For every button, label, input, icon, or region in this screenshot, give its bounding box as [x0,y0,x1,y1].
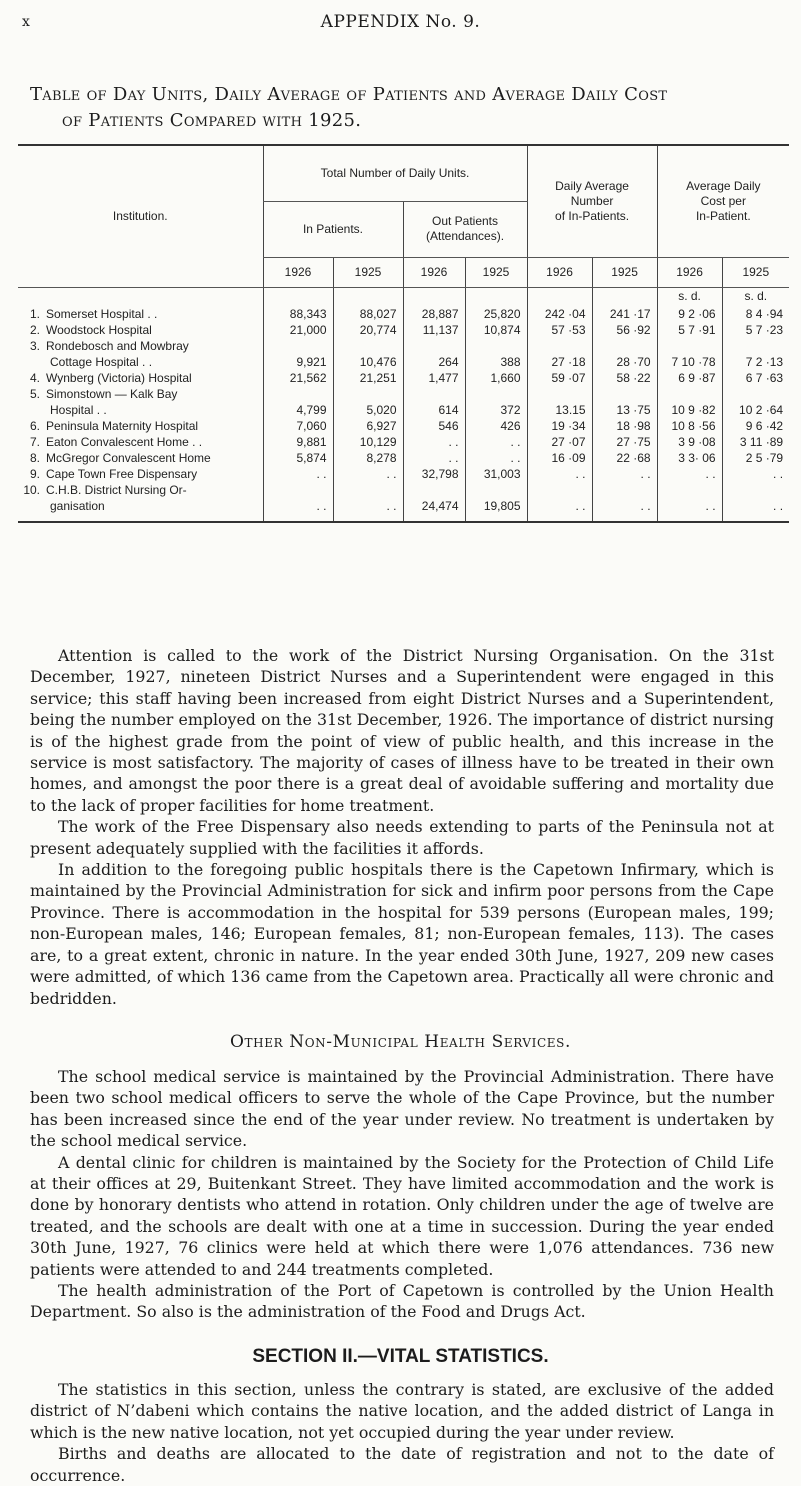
institution-cell [18,338,263,370]
value-cell: . . [722,482,789,514]
institution-name: Eaton Convalescent Home . . [46,434,203,449]
paragraph: The health administration of the Port of Capetown is controlled by the Union Health Department. So also is the administration of the Food and Drugs Act. [30,1281,774,1322]
row-number: 3. [29,338,40,353]
value-cell: 2 5 ·79 [722,450,789,466]
institution-name: Rondebosch and Mowbray [46,338,189,353]
value-cell: 5 7 ·23 [722,322,789,338]
body-text-2 [30,1066,774,1323]
value-cell: . . [722,466,789,482]
row-number: 8. [29,450,40,465]
value-cell: 11,137 [403,322,465,338]
paragraph: The statistics in this section, unless the contrary is stated, are exclusive of the added district of N’dabeni which contains the native location, and the added district of Langa in which is the new native location, not yet occupied during the year under review. [30,1380,774,1442]
table-row [18,338,789,370]
value-cell: . . [465,434,527,450]
value-cell: 27 ·18 [527,338,592,370]
value-cell: 3 11 ·89 [722,434,789,450]
institution-cell [18,434,263,450]
value-cell: 8 4 ·94 [722,306,789,322]
value-cell: 59 ·07 [527,370,592,386]
value-cell: 10 2 ·64 [722,386,789,418]
institution-name: McGregor Convalescent Home [46,450,211,465]
institution-name-cont: Hospital . . [50,402,107,417]
value-cell: 5,874 [263,450,333,466]
body-text-1 [30,645,774,1009]
value-cell: 24,474 [403,482,465,514]
value-cell: . . [333,466,403,482]
value-cell: 546 [403,418,465,434]
value-cell: 9,881 [263,434,333,450]
value-cell: 10,476 [333,338,403,370]
value-cell: 56 ·92 [592,322,657,338]
value-cell: . . [403,450,465,466]
value-cell: 21,000 [263,322,333,338]
value-cell: 242 ·04 [527,306,592,322]
header-out-patients: Out Patients (Attendances). [403,201,527,257]
table-row [18,466,789,482]
year-header: 1926 [657,257,722,287]
institution-cell [18,322,263,338]
institution-cell [18,418,263,434]
header-institution: Institution. [18,145,263,287]
table-row [18,306,789,322]
paragraph: Attention is called to the work of the District Nursing Organisation. On the 31st December, 1927, nineteen District Nurses and a Superintendent were engaged in this service; this staff having been increased from eight District Nurses and a Superintendent, being the number employed on the 31st December, 1926. The importance of district nursing is of the highest grade from the point of view of public health, and this increase in the service is most satisfactory. The majority of cases of illness have to be treated in their own homes, and amongst the poor there is a great deal of avoidable suffering and mortality due to the lack of proper facilities for home treatment. [30,646,774,815]
unit-label: s. d. [657,287,722,306]
header-in-patients: In Patients. [263,201,403,257]
value-cell: 6 9 ·87 [657,370,722,386]
year-header: 1926 [403,257,465,287]
institution-cell [18,466,263,482]
row-number: 2. [29,322,40,337]
year-header: 1926 [263,257,333,287]
value-cell: 1,660 [465,370,527,386]
value-cell: . . [333,482,403,514]
year-header: 1925 [592,257,657,287]
table-row [18,386,789,418]
year-header: 1926 [527,257,592,287]
value-cell: 19,805 [465,482,527,514]
value-cell: 22 ·68 [592,450,657,466]
value-cell: 31,003 [465,466,527,482]
institution-cell [18,482,263,514]
table-title-line2: of Patients Compared with 1925. [62,110,362,131]
institution-name-cont: ganisation [50,498,105,513]
value-cell: 4,799 [263,386,333,418]
value-cell: 20,774 [333,322,403,338]
institution-name: Wynberg (Victoria) Hospital [46,370,192,385]
institution-name: Simonstown — Kalk Bay [46,386,178,401]
paragraph: A dental clinic for children is maintained by the Society for the Protection of Child Life at their offices at 29, Buitenkant Street. They have limited accommodation and the work is done by honorary dentists who attend in rotation. Only children under the age of twelve are treated, and the schools are dealt with one at a time in succession. During the year ended 30th June, 1927, 76 clinics were held at which there were 1,076 attendances. 736 new patients were attended to and 244 treatments completed. [30,1152,774,1279]
value-cell: 9 2 ·06 [657,306,722,322]
table-row [18,322,789,338]
value-cell: 10,129 [333,434,403,450]
institution-cell [18,370,263,386]
paragraph: The school medical service is maintained by the Provincial Administration. There have been two school medical officers to serve the whole of the Cape Province, but the number has been increased since the end of the year under review. No treatment is undertaken by the school medical service. [30,1067,774,1151]
header-average-cost: Average Daily Cost per In-Patient. [657,145,789,257]
value-cell: 19 ·34 [527,418,592,434]
page-header [0,10,801,40]
value-cell: 27 ·07 [527,434,592,450]
value-cell: . . [592,466,657,482]
value-cell: 21,251 [333,370,403,386]
value-cell: 57 ·53 [527,322,592,338]
row-number: 10. [23,482,40,497]
year-header: 1925 [333,257,403,287]
institution-name: Cape Town Free Dispensary [46,466,198,481]
year-header: 1925 [465,257,527,287]
value-cell: 372 [465,386,527,418]
value-cell: 32,798 [403,466,465,482]
value-cell: 25,820 [465,306,527,322]
institution-name: Peninsula Maternity Hospital [46,418,199,433]
value-cell: 5,020 [333,386,403,418]
value-cell: 88,343 [263,306,333,322]
value-cell: 10 9 ·82 [657,386,722,418]
value-cell: 241 ·17 [592,306,657,322]
table-row [18,418,789,434]
body-text-3 [30,1379,774,1486]
value-cell: 28,887 [403,306,465,322]
value-cell: 8,278 [333,450,403,466]
value-cell: . . [527,466,592,482]
institution-cell [18,450,263,466]
institution-name-cont: Cottage Hospital . . [50,354,153,369]
value-cell: 5 7 ·91 [657,322,722,338]
value-cell: 3 9 ·08 [657,434,722,450]
value-cell: . . [263,482,333,514]
value-cell: 1,477 [403,370,465,386]
page-marker: x [22,14,30,30]
table-row [18,482,789,514]
institution-cell [18,306,263,322]
value-cell: 3 3· 06 [657,450,722,466]
year-header: 1925 [722,257,789,287]
value-cell: . . [657,466,722,482]
value-cell: 28 ·70 [592,338,657,370]
appendix-heading: APPENDIX No. 9. [320,12,481,32]
hospital-statistics-table [18,144,789,523]
section-heading-other-services: Other Non-Municipal Health Services. [230,1032,571,1052]
value-cell: . . [263,466,333,482]
unit-label: s. d. [722,287,789,306]
value-cell: . . [657,482,722,514]
value-cell: 9,921 [263,338,333,370]
value-cell: 10,874 [465,322,527,338]
value-cell: 388 [465,338,527,370]
value-cell: 16 ·09 [527,450,592,466]
value-cell: . . [592,482,657,514]
value-cell: 9 6 ·42 [722,418,789,434]
value-cell: 21,562 [263,370,333,386]
table-row [18,450,789,466]
value-cell: 7 2 ·13 [722,338,789,370]
table-title [30,82,780,134]
value-cell: 18 ·98 [592,418,657,434]
value-cell: 13 ·75 [592,386,657,418]
value-cell: . . [527,482,592,514]
value-cell: 7,060 [263,418,333,434]
table-title-line1: Table of Day Units, Daily Average of Patients and Average Daily Cost [30,84,668,105]
table-row [18,434,789,450]
institution-name: Somerset Hospital . . [46,306,158,321]
value-cell: 6,927 [333,418,403,434]
value-cell: . . [465,450,527,466]
value-cell: 58 ·22 [592,370,657,386]
header-daily-average: Daily Average Number of In-Patients. [527,145,657,257]
row-number: 9. [29,466,40,481]
row-number: 6. [29,418,40,433]
value-cell: 426 [465,418,527,434]
paragraph: Births and deaths are allocated to the date of registration and not to the date of occurrence. [30,1444,774,1485]
paragraph: The work of the Free Dispensary also needs extending to parts of the Peninsula not at present adequately supplied with the facilities it affords. [30,817,774,858]
section-heading-vital-statistics: SECTION II.—VITAL STATISTICS. [252,1346,549,1367]
value-cell: 10 8 ·56 [657,418,722,434]
value-cell: 7 10 ·78 [657,338,722,370]
value-cell: 13.15 [527,386,592,418]
row-number: 4. [29,370,40,385]
value-cell: 88,027 [333,306,403,322]
institution-name: C.H.B. District Nursing Or- [46,482,187,497]
table-row [18,370,789,386]
value-cell: . . [403,434,465,450]
row-number: 1. [29,306,40,321]
row-number: 7. [29,434,40,449]
paragraph: In addition to the foregoing public hospitals there is the Capetown Infirmary, which is maintained by the Provincial Administration for sick and infirm poor persons from the Cape Province. There is accommodation in the hospital for 539 persons (European males, 199; non-European males, 146; European females, 81; non-European females, 113). The cases are, to a great extent, chronic in nature. In the year ended 30th June, 1927, 209 new cases were admitted, of which 136 came from the Capetown area. Practically all were chronic and bedridden. [30,860,774,1008]
value-cell: 264 [403,338,465,370]
institution-cell [18,386,263,418]
value-cell: 614 [403,386,465,418]
institution-name: Woodstock Hospital [46,322,152,337]
row-number: 5. [29,386,40,401]
value-cell: 27 ·75 [592,434,657,450]
value-cell: 6 7 ·63 [722,370,789,386]
header-total-daily-units: Total Number of Daily Units. [263,145,527,201]
